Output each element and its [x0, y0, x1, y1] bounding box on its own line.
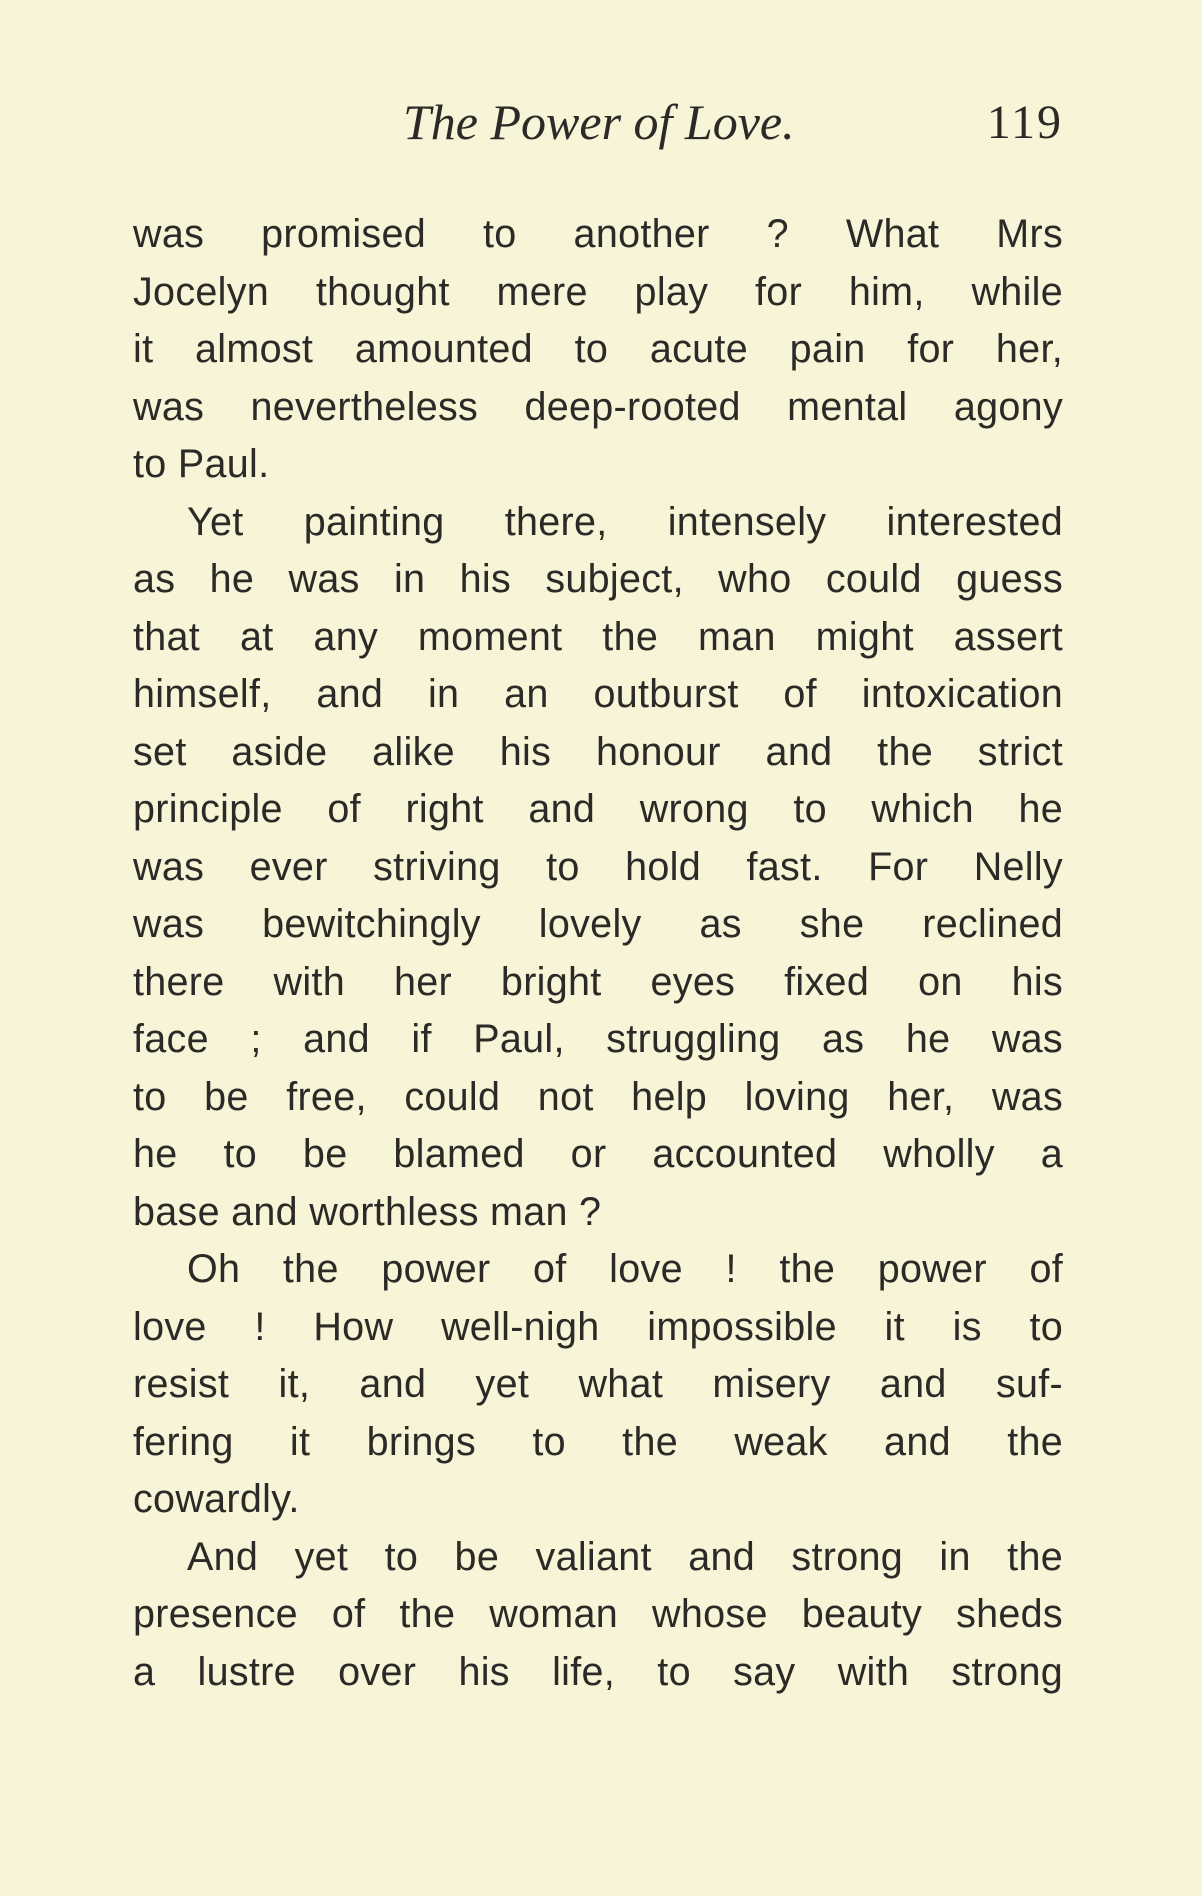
text-line: Oh the power of love ! the power of [187, 1247, 1063, 1291]
text-line: to be free, could not help loving her, was [133, 1074, 1063, 1119]
text-line: that at any moment the man might assert [133, 614, 1063, 659]
text-line: resist it, and yet what misery and suf- [133, 1362, 1063, 1406]
text-line: was bewitchingly lovely as she reclined [133, 902, 1063, 946]
text-line: was ever striving to hold fast. For Nelly [133, 844, 1063, 889]
text-line: And yet to be valiant and strong in the [187, 1534, 1063, 1579]
page-number: 119 [986, 96, 1063, 149]
body-text [133, 206, 1063, 1701]
text-line: love ! How well-nigh impossible it is to [133, 1304, 1063, 1349]
running-title: The Power of Love. [403, 94, 795, 150]
text-line: himself, and in an outburst of intoxication [133, 672, 1063, 716]
text-line: Jocelyn thought mere play for him, while [133, 269, 1063, 314]
text-line: was promised to another ? What Mrs [133, 212, 1063, 256]
text-line: to Paul. [133, 442, 270, 486]
text-line: he to be blamed or accounted wholly a [133, 1132, 1063, 1176]
text-line: as he was in his subject, who could guess [133, 557, 1063, 601]
running-head [133, 92, 1063, 162]
text-line: base and worthless man ? [133, 1189, 602, 1234]
text-line: cowardly. [133, 1477, 300, 1521]
text-line: Yet painting there, intensely interested [187, 499, 1063, 544]
text-line: face ; and if Paul, struggling as he was [133, 1017, 1063, 1061]
text-line: it almost amounted to acute pain for her, [133, 327, 1063, 371]
text-line: a lustre over his life, to say with strong [133, 1649, 1063, 1694]
text-line: there with her bright eyes fixed on his [133, 959, 1063, 1004]
text-line: presence of the woman whose beauty sheds [133, 1592, 1063, 1636]
text-line: principle of right and wrong to which he [133, 787, 1063, 831]
text-line: set aside alike his honour and the strict [133, 729, 1063, 774]
text-line: was nevertheless deep-rooted mental agony [133, 384, 1063, 429]
text-line: fering it brings to the weak and the [133, 1419, 1063, 1464]
